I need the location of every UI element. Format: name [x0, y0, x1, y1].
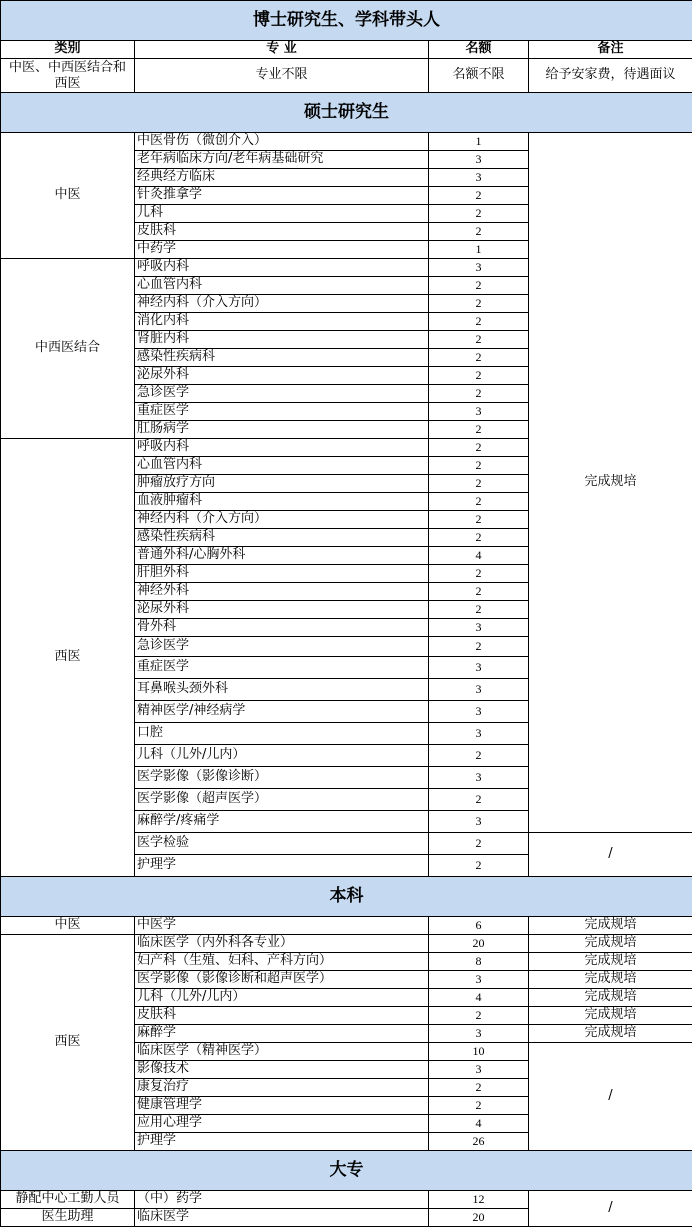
quota-cell: 2: [429, 1007, 529, 1025]
quota-cell: 2: [429, 349, 529, 367]
quota-cell: 1: [429, 133, 529, 151]
major-cell: 临床医学（精神医学）: [135, 1043, 429, 1061]
section-row: [1, 93, 692, 133]
major-cell: 神经内科（介入方向）: [135, 511, 429, 529]
quota-cell: 3: [429, 1061, 529, 1079]
major-cell: 儿科（儿外/儿内）: [135, 745, 429, 767]
major-cell: 护理学: [135, 855, 429, 877]
major-cell: 临床医学: [135, 1209, 429, 1227]
quota-cell: 2: [429, 529, 529, 547]
major-cell: （中）药学: [135, 1191, 429, 1209]
quota-cell: 2: [429, 583, 529, 601]
quota-cell: 2: [429, 439, 529, 457]
major-cell: 泌尿外科: [135, 601, 429, 619]
quota-cell: 2: [429, 511, 529, 529]
major-cell: 骨外科: [135, 619, 429, 637]
quota-cell: 2: [429, 1097, 529, 1115]
remark-cell: 完成规培: [529, 133, 692, 833]
major-cell: 护理学: [135, 1133, 429, 1151]
remark-cell: 完成规培: [529, 1007, 692, 1025]
quota-cell: 3: [429, 811, 529, 833]
quota-cell: 3: [429, 619, 529, 637]
category-cell: 西医: [1, 935, 135, 1151]
major-cell: 肛肠病学: [135, 421, 429, 439]
quota-cell: 8: [429, 953, 529, 971]
major-cell: 妇产科（生殖、妇科、产科方向）: [135, 953, 429, 971]
quota-cell: 3: [429, 657, 529, 679]
major-cell: 影像技术: [135, 1061, 429, 1079]
quota-cell: 2: [429, 277, 529, 295]
quota-cell: 2: [429, 295, 529, 313]
recruitment-table-body: [1, 1, 692, 1227]
major-cell: 康复治疗: [135, 1079, 429, 1097]
major-cell: 心血管内科: [135, 457, 429, 475]
quota-cell: 1: [429, 241, 529, 259]
header-category: 类别: [1, 41, 135, 59]
remark-cell: 给予安家费，待遇面议: [529, 59, 692, 93]
major-cell: 临床医学（内外科各专业）: [135, 935, 429, 953]
quota-cell: 3: [429, 767, 529, 789]
major-cell: 重症医学: [135, 657, 429, 679]
remark-cell: /: [529, 833, 692, 877]
quota-cell: 20: [429, 1209, 529, 1227]
major-cell: 肝胆外科: [135, 565, 429, 583]
major-cell: 老年病临床方向/老年病基础研究: [135, 151, 429, 169]
quota-cell: 2: [429, 187, 529, 205]
major-cell: 神经外科: [135, 583, 429, 601]
remark-cell: 完成规培: [529, 935, 692, 953]
major-cell: 皮肤科: [135, 223, 429, 241]
major-cell: 应用心理学: [135, 1115, 429, 1133]
major-cell: 肾脏内科: [135, 331, 429, 349]
remark-cell: 完成规培: [529, 1025, 692, 1043]
quota-cell: 2: [429, 313, 529, 331]
quota-cell: 2: [429, 789, 529, 811]
category-cell: 中医、中西医结合和西医: [1, 59, 135, 93]
major-cell: 儿科: [135, 205, 429, 223]
section-title-bachelor: 本科: [1, 877, 692, 917]
category-cell: 医生助理: [1, 1209, 135, 1227]
major-cell: 感染性疾病科: [135, 529, 429, 547]
quota-cell: 2: [429, 833, 529, 855]
major-cell: 感染性疾病科: [135, 349, 429, 367]
quota-cell: 6: [429, 917, 529, 935]
major-cell: 针灸推拿学: [135, 187, 429, 205]
header-quota: 名额: [429, 41, 529, 59]
table-row: [1, 917, 692, 935]
quota-cell: 4: [429, 547, 529, 565]
major-cell: 中医骨伤（微创介入）: [135, 133, 429, 151]
major-cell: 医学影像（影像诊断和超声医学）: [135, 971, 429, 989]
quota-cell: 3: [429, 169, 529, 187]
quota-cell: 2: [429, 331, 529, 349]
category-cell: 西医: [1, 439, 135, 877]
quota-cell: 2: [429, 493, 529, 511]
major-cell: 急诊医学: [135, 385, 429, 403]
section-row: [1, 877, 692, 917]
remark-cell: /: [529, 1191, 692, 1227]
category-cell: 中西医结合: [1, 259, 135, 439]
quota-cell: 3: [429, 1025, 529, 1043]
major-cell: 泌尿外科: [135, 367, 429, 385]
quota-cell: 12: [429, 1191, 529, 1209]
major-cell: 肿瘤放疗方向: [135, 475, 429, 493]
major-cell: 麻醉学: [135, 1025, 429, 1043]
section-row: [1, 1, 692, 41]
quota-cell: 26: [429, 1133, 529, 1151]
quota-cell: 3: [429, 701, 529, 723]
major-cell: 精神医学/神经病学: [135, 701, 429, 723]
major-cell: 医学检验: [135, 833, 429, 855]
quota-cell: 2: [429, 205, 529, 223]
quota-cell: 2: [429, 601, 529, 619]
quota-cell: 2: [429, 855, 529, 877]
quota-cell: 2: [429, 565, 529, 583]
header-major: 专 业: [135, 41, 429, 59]
quota-cell: 2: [429, 421, 529, 439]
major-cell: 急诊医学: [135, 637, 429, 657]
quota-cell: 2: [429, 475, 529, 493]
major-cell: 麻醉学/疼痛学: [135, 811, 429, 833]
major-cell: 重症医学: [135, 403, 429, 421]
major-cell: 中医学: [135, 917, 429, 935]
quota-cell: 4: [429, 989, 529, 1007]
major-cell: 医学影像（影像诊断）: [135, 767, 429, 789]
quota-cell: 10: [429, 1043, 529, 1061]
major-cell: 呼吸内科: [135, 259, 429, 277]
table-row: [1, 935, 692, 953]
quota-cell: 3: [429, 403, 529, 421]
major-cell: 心血管内科: [135, 277, 429, 295]
quota-cell: 3: [429, 151, 529, 169]
quota-cell: 2: [429, 745, 529, 767]
remark-cell: /: [529, 1043, 692, 1151]
quota-cell: 2: [429, 457, 529, 475]
major-cell: 医学影像（超声医学）: [135, 789, 429, 811]
header-remark: 备注: [529, 41, 692, 59]
table-row: [1, 133, 692, 151]
table-row: [1, 59, 692, 93]
major-cell: 口腔: [135, 723, 429, 745]
major-cell: 儿科（儿外/儿内）: [135, 989, 429, 1007]
major-cell: 普通外科/心胸外科: [135, 547, 429, 565]
major-cell: 专业不限: [135, 59, 429, 93]
header-row: [1, 41, 692, 59]
major-cell: 神经内科（介入方向）: [135, 295, 429, 313]
major-cell: 健康管理学: [135, 1097, 429, 1115]
quota-cell: 2: [429, 1079, 529, 1097]
major-cell: 呼吸内科: [135, 439, 429, 457]
remark-cell: 完成规培: [529, 989, 692, 1007]
quota-cell: 2: [429, 385, 529, 403]
quota-cell: 2: [429, 637, 529, 657]
category-cell: 中医: [1, 917, 135, 935]
major-cell: 经典经方临床: [135, 169, 429, 187]
major-cell: 皮肤科: [135, 1007, 429, 1025]
quota-cell: 3: [429, 971, 529, 989]
quota-cell: 2: [429, 223, 529, 241]
quota-cell: 3: [429, 259, 529, 277]
quota-cell: 名额不限: [429, 59, 529, 93]
section-row: [1, 1151, 692, 1191]
quota-cell: 2: [429, 367, 529, 385]
quota-cell: 20: [429, 935, 529, 953]
category-cell: 中医: [1, 133, 135, 259]
remark-cell: 完成规培: [529, 971, 692, 989]
remark-cell: 完成规培: [529, 953, 692, 971]
major-cell: 血液肿瘤科: [135, 493, 429, 511]
table-row: [1, 1191, 692, 1209]
quota-cell: 3: [429, 679, 529, 701]
section-title-phd: 博士研究生、学科带头人: [1, 1, 692, 41]
category-cell: 静配中心工勤人员: [1, 1191, 135, 1209]
major-cell: 耳鼻喉头颈外科: [135, 679, 429, 701]
major-cell: 消化内科: [135, 313, 429, 331]
remark-cell: 完成规培: [529, 917, 692, 935]
major-cell: 中药学: [135, 241, 429, 259]
quota-cell: 3: [429, 723, 529, 745]
section-title-master: 硕士研究生: [1, 93, 692, 133]
section-title-college: 大专: [1, 1151, 692, 1191]
quota-cell: 4: [429, 1115, 529, 1133]
